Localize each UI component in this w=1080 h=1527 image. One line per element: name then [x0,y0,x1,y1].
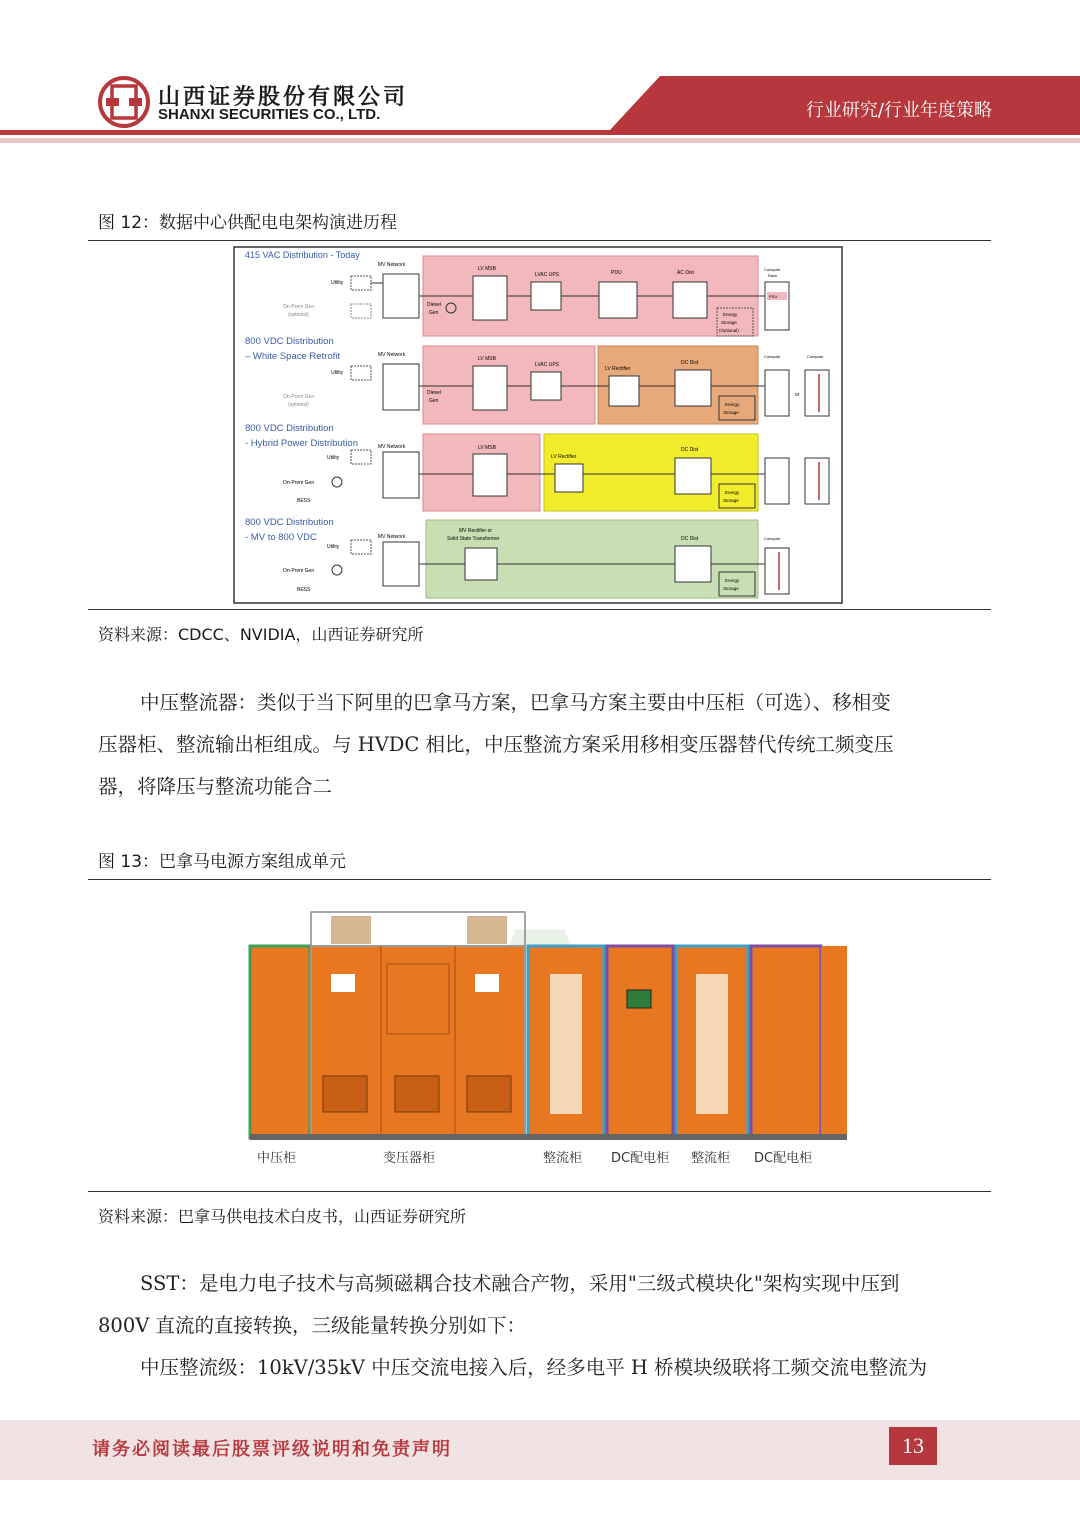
svg-text:DC Dist: DC Dist [681,447,699,453]
svg-text:PDU: PDU [611,270,622,276]
svg-text:MV Rectifier or: MV Rectifier or [459,528,493,534]
svg-text:Storage: Storage [723,410,739,415]
svg-text:BESS: BESS [297,587,311,593]
svg-text:Compute: Compute [764,267,781,272]
svg-text:PSU: PSU [769,294,778,299]
svg-text:Compute: Compute [807,354,824,359]
svg-text:Utility: Utility [327,544,340,550]
svg-text:Solid State Transformer: Solid State Transformer [447,536,500,542]
svg-text:Gen: Gen [429,398,439,404]
svg-text:MV Network: MV Network [378,352,406,358]
svg-text:AC Dist: AC Dist [677,270,694,276]
svg-text:Diesel: Diesel [427,390,441,396]
paragraph-sst [98,1263,984,1389]
paragraph-mv-rectifier [98,682,984,808]
svg-text:Storage: Storage [721,320,737,325]
company-name-cn: 山西证券股份有限公司 [158,85,409,110]
figure12-caption: 图 12：数据中心供配电电架构演进历程 [98,213,398,233]
svg-text:MV Network: MV Network [378,534,406,540]
paragraph1-line1: 中压整流器：类似于当下阿里的巴拿马方案，巴拿马方案主要由中压柜（可选）、移相变 [140,691,891,714]
svg-text:or: or [795,392,800,398]
row4-title: 800 VDC Distribution [245,517,334,528]
svg-text:On-Prem Gen: On-Prem Gen [283,480,315,486]
svg-text:MV Network: MV Network [378,262,406,268]
svg-text:Energy: Energy [725,402,740,407]
svg-text:LVAC UPS: LVAC UPS [535,272,559,278]
svg-text:Energy: Energy [725,490,740,495]
svg-text:Utility: Utility [331,280,344,286]
row1-title: 415 VAC Distribution - Today [245,250,360,260]
disclaimer-link[interactable]: 请务必阅读最后股票评级说明和免责声明 [92,1439,452,1460]
svg-text:BESS: BESS [297,498,311,504]
figure12-bottom-rule [88,609,991,610]
svg-text:Diesel: Diesel [427,302,441,308]
figure13-top-rule [88,879,991,880]
paragraph2-line3: 中压整流级：10kV/35kV 中压交流电接入后，经多电平 H 桥模块级联将工频交流电整流为 [140,1356,928,1379]
zone-ac-row2 [423,346,595,424]
svg-text:On-Prem Gen: On-Prem Gen [283,304,315,310]
svg-text:Storage: Storage [723,498,739,503]
figure12-source: 资料来源：CDCC、NVIDIA，山西证券研究所 [98,625,424,644]
svg-text:LVAC UPS: LVAC UPS [535,362,559,368]
row3-subtitle: - Hybrid Power Distribution [245,438,358,449]
label-transformer-cabinet: 变压器柜 [383,1151,436,1166]
figure12-top-rule [88,240,991,241]
figure13-source: 资料来源：巴拿马供电技术白皮书，山西证券研究所 [98,1207,467,1226]
svg-text:LV Rectifier: LV Rectifier [551,454,577,460]
svg-text:Utility: Utility [331,370,344,376]
paragraph2-line2: 800V 直流的直接转换，三级能量转换分别如下： [98,1314,527,1337]
svg-text:Compute: Compute [764,536,781,541]
svg-text:On-Prem Gen: On-Prem Gen [283,568,315,574]
row2-subtitle: – White Space Retrofit [245,351,341,362]
cabinet-row [250,946,847,1140]
label-mv-cabinet: 中压柜 [257,1151,297,1166]
svg-text:(optional): (optional) [288,312,309,318]
svg-text:Rack: Rack [768,273,778,278]
svg-text:Energy: Energy [725,578,740,583]
company-name-en: SHANXI SECURITIES CO., LTD. [158,106,381,123]
cabinet-labels [257,1150,812,1166]
svg-text:LV MSB: LV MSB [478,356,496,362]
paragraph2-line1: SST：是电力电子技术与高频磁耦合技术融合产物，采用"三级式模块化"架构实现中压到 [140,1272,900,1295]
header-band [0,0,1080,150]
svg-text:On-Prem Gen: On-Prem Gen [283,394,315,400]
figure13-caption: 图 13：巴拿马电源方案组成单元 [98,852,347,872]
svg-text:(Optional): (Optional) [719,328,739,333]
label-rectifier-cabinet-2: 整流柜 [691,1151,731,1166]
label-rectifier-cabinet-1: 整流柜 [543,1151,583,1166]
company-logo-icon [98,76,150,128]
svg-text:LV Rectifier: LV Rectifier [605,366,631,372]
paragraph1-line3: 器，将降压与整流功能合二 [98,775,333,798]
row3-title: 800 VDC Distribution [245,423,334,434]
paragraph1-line2: 压器柜、整流输出柜组成。与 HVDC 相比，中压整流方案采用移相变压器替代传统工频变压 [98,733,894,756]
svg-text:(optional): (optional) [288,402,309,408]
svg-text:Energy: Energy [723,312,738,317]
power-architecture-diagram [233,246,843,604]
label-dc-cabinet-2: DC配电柜 [754,1151,813,1166]
svg-text:DC Dist: DC Dist [681,536,699,542]
page-header [0,0,1080,150]
panama-cabinet-photo [205,890,875,1180]
row4-subtitle: - MV to 800 VDC [245,532,317,543]
svg-text:Gen: Gen [429,310,439,316]
svg-text:DC Dist: DC Dist [681,360,699,366]
svg-text:Storage: Storage [723,586,739,591]
svg-text:LV MSB: LV MSB [478,445,496,451]
svg-text:Compute: Compute [764,354,781,359]
svg-text:LV MSB: LV MSB [478,266,496,272]
figure13-bottom-rule [88,1191,991,1192]
svg-text:MV Network: MV Network [378,444,406,450]
label-dc-cabinet-1: DC配电柜 [611,1151,670,1166]
page-number: 13 [889,1427,937,1465]
row2-title: 800 VDC Distribution [245,336,334,347]
svg-text:Utility: Utility [327,455,340,461]
report-type: 行业研究/行业年度策略 [805,100,992,121]
